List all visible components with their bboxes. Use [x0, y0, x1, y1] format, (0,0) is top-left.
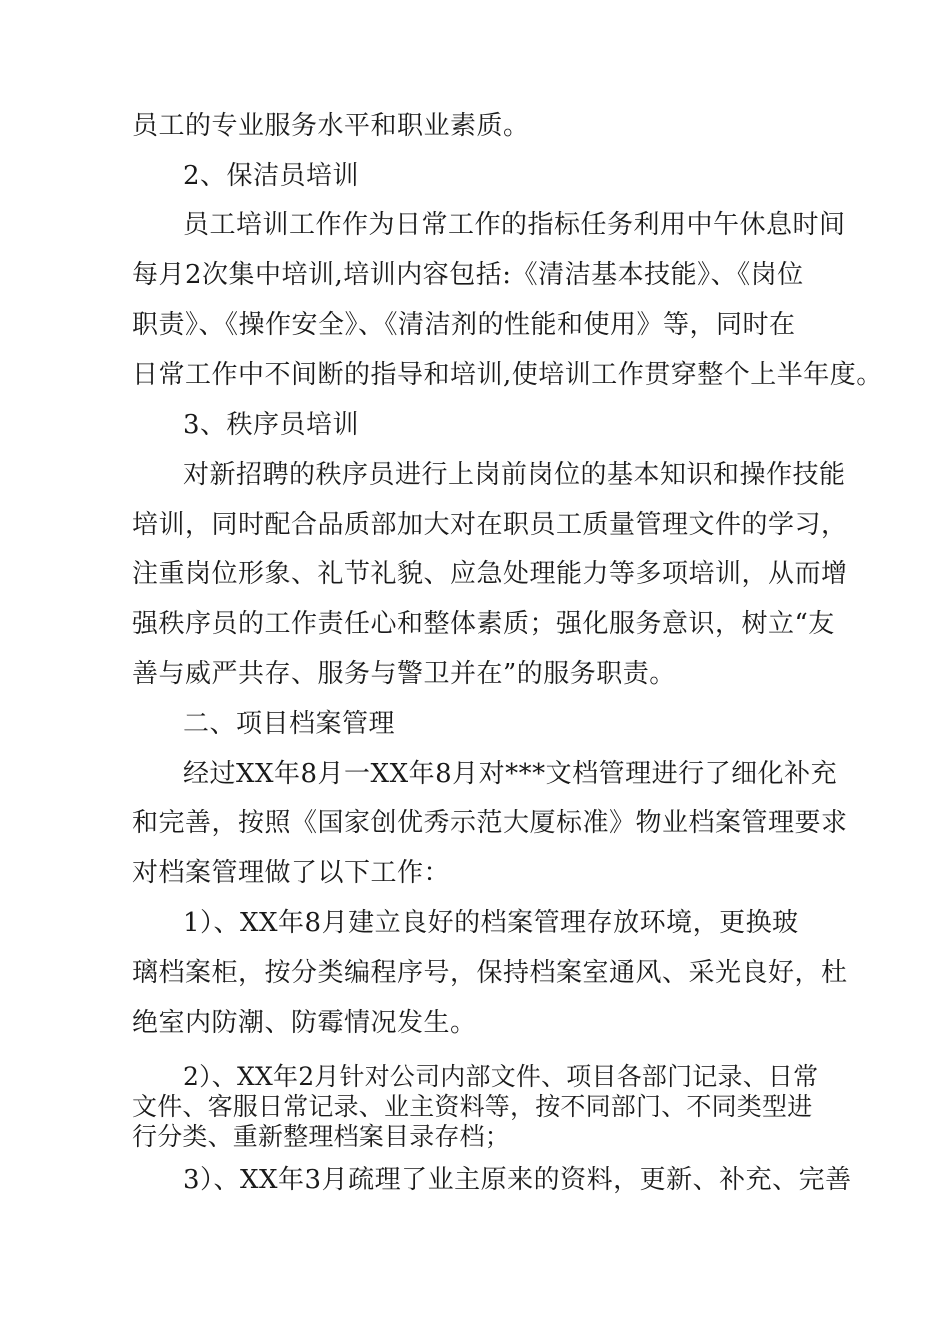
list-item-text: 1）、XX年8月建立良好的档案管理存放环境，更换玻	[183, 908, 799, 938]
body-text-line: 和完善，按照《国家创优秀示范大厦标准》物业档案管理要求	[132, 808, 848, 838]
body-text-line: 每月2次集中培训,培训内容包括:《清洁基本技能》、《岗位	[132, 260, 804, 290]
body-text-line: 强秩序员的工作责任心和整体素质；强化服务意识，树立“友	[132, 609, 835, 639]
body-text-line: 培训，同时配合品质部加大对在职员工质量管理文件的学习，	[132, 510, 848, 540]
list-item-text: 2）、XX年2月针对公司内部文件、项目各部门记录、日常	[183, 1062, 819, 1091]
body-text-line: 文件、客服日常记录、业主资料等，按不同部门、不同类型进	[132, 1092, 813, 1121]
body-text-line: 员工的专业服务水平和职业素质。	[132, 111, 530, 141]
list-item-text: 3）、XX年3月疏理了业主原来的资料，更新、补充、完善	[183, 1165, 852, 1195]
body-text-line: 对档案管理做了以下工作：	[132, 858, 451, 888]
section-heading: 2、保洁员培训	[183, 161, 360, 191]
body-text-line: 经过XX年8月一XX年8月对***文档管理进行了细化补充	[183, 759, 838, 789]
body-text-line: 璃档案柜，按分类编程序号，保持档案室通风、采光良好，杜	[132, 958, 848, 988]
body-text-line: 对新招聘的秩序员进行上岗前岗位的基本知识和操作技能	[183, 460, 846, 490]
body-text-line: 注重岗位形象、礼节礼貌、应急处理能力等多项培训，从而增	[132, 559, 848, 589]
body-text-line: 行分类、重新整理档案目录存档；	[132, 1122, 511, 1151]
body-text-line: 绝室内防潮、防霉情况发生。	[132, 1008, 477, 1038]
section-heading: 二、项目档案管理	[183, 709, 396, 739]
body-text-line: 善与威严共存、服务与警卫并在”的服务职责。	[132, 659, 676, 689]
body-text-line: 日常工作中不间断的指导和培训,使培训工作贯穿整个上半年度。	[132, 360, 883, 390]
body-text-line: 员工培训工作作为日常工作的指标任务利用中午休息时间	[183, 210, 846, 240]
body-text-line: 职责》、《操作安全》、《清洁剂的性能和使用》等，同时在	[132, 310, 796, 340]
section-heading: 3、秩序员培训	[183, 410, 360, 440]
